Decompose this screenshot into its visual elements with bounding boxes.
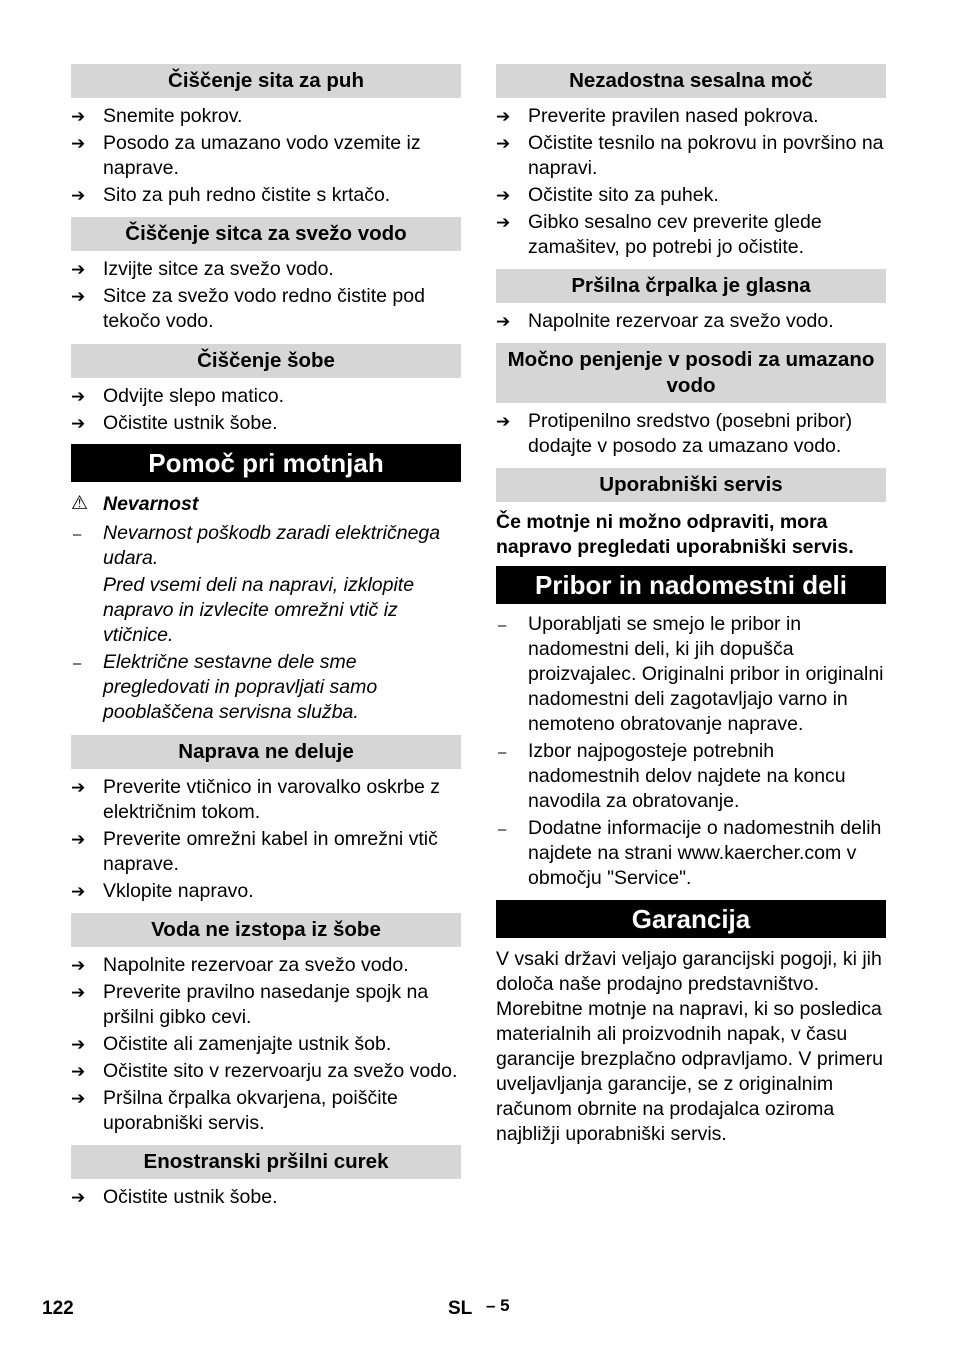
section-heading: Uporabniški servis (496, 468, 886, 502)
list-item: ➔ Vklopite napravo. (71, 879, 461, 904)
list-item: ➔ Očistite tesnilo na pokrovu in površino na napravi. (496, 131, 886, 181)
arrow-icon (71, 411, 95, 437)
section-heading: Voda ne izstopa iz šobe (71, 913, 461, 947)
list-item: ➔ Preverite pravilno nasedanje spojk na pršilni gibko cevi. (71, 980, 461, 1030)
arrow-icon (71, 131, 95, 157)
list-item: – Električne sestavne dele sme pregledovati in popravljati samo pooblaščena servisna služba. (71, 650, 461, 725)
section-heading: Čiščenje šobe (71, 344, 461, 378)
list-item: ➔ Očistite ali zamenjajte ustnik šob. (71, 1032, 461, 1057)
arrow-icon (496, 104, 520, 130)
list-item: ➔ Sito za puh redno čistite s krtačo. (71, 183, 461, 208)
arrow-icon (496, 183, 520, 209)
dash-bullet (496, 612, 520, 638)
list-item: – Dodatne informacije o nadomestnih delih najdete na strani www.kaercher.com v območju "Service". (496, 816, 886, 891)
section-heading: Čiščenje sita za puh (71, 64, 461, 98)
section-heading: Čiščenje sitca za svežo vodo (71, 217, 461, 251)
arrow-icon (496, 131, 520, 157)
list-item: ➔ Protipenilno sredstvo (posebni pribor) dodajte v posodo za umazano vodo. (496, 409, 886, 459)
list-item: ➔ Gibko sesalno cev preverite glede zamašitev, po potrebi jo očistite. (496, 210, 886, 260)
section-heading: Enostranski pršilni curek (71, 1145, 461, 1179)
section-heading: Pršilna črpalka je glasna (496, 269, 886, 303)
arrow-icon (496, 309, 520, 335)
list-item: ➔ Preverite vtičnico in varovalko oskrbe z električnim tokom. (71, 775, 461, 825)
warning-triangle-icon: ⚠ (71, 492, 89, 514)
list-item: – Izbor najpogosteje potrebnih nadomestnih delov najdete na koncu navodila za obratovanje. (496, 739, 886, 814)
page-number: 122 (42, 1298, 74, 1319)
arrow-icon (71, 384, 95, 410)
chapter-heading: Pribor in nadomestni deli (496, 566, 886, 604)
dash-bullet (496, 739, 520, 765)
warning-heading: ⚠ Nevarnost (71, 492, 199, 515)
list-item: ➔ Preverite omrežni kabel in omrežni vtič naprave. (71, 827, 461, 877)
chapter-heading: Garancija (496, 900, 886, 938)
list-item: ➔ Posodo za umazano vodo vzemite iz napravе. (71, 131, 461, 181)
arrow-icon (71, 775, 95, 801)
left-column (71, 64, 461, 1210)
list-item: ➔ Napolnite rezervoar za svežo vodo. (71, 953, 461, 978)
section-heading: Močno penjenje v posodi za umazano vodo (496, 343, 886, 403)
dash-bullet (71, 650, 95, 676)
arrow-icon (71, 284, 95, 310)
list-item: ➔ Snemite pokrov. (71, 104, 461, 129)
arrow-icon (71, 980, 95, 1006)
language-code: SL (448, 1298, 473, 1319)
arrow-icon (71, 827, 95, 853)
arrow-icon (71, 183, 95, 209)
section-heading: Naprava ne deluje (71, 735, 461, 769)
dash-bullet (496, 816, 520, 842)
list-item: ➔ Očistite sito v rezervoarju za svežo vodo. (71, 1059, 461, 1084)
warranty-text: V vsaki državi veljajo garancijski pogoji, ki jih določa naše prodajno predstavništvo. Morebitne motnje na napravi, ki so posledica materialnih ali proizvodnih napak, v času garancije brezplačno odpravljamo. V primeru uveljavljanja garancije, se z originalnim računom obrnite na prodajalca oziroma najbližji uporabniški servis. (496, 948, 883, 1145)
list-item: – Nevarnost poškodb zaradi električnega udara. (71, 521, 461, 571)
list-item: – Uporabljati se smejo le pribor in nadomestni deli, ki jih dopušča proizvajalec. Originalni pribor in originalni nadomestni deli zagotavljajo varno in nemoteno obratovanje naprave. (496, 612, 886, 737)
arrow-icon (496, 210, 520, 236)
list-item: ➔ Izvijte sitce za svežo vodo. (71, 257, 461, 282)
arrow-icon (71, 1059, 95, 1085)
dash-bullet (71, 521, 95, 547)
list-item: ➔ Napolnite rezervoar za svežo vodo. (496, 309, 886, 334)
arrow-icon (71, 1185, 95, 1211)
list-item: ➔ Očistite ustnik šobe. (71, 1185, 461, 1210)
arrow-icon (71, 1086, 95, 1112)
service-notice: Če motnje ni možno odpraviti, mora napravo pregledati uporabniški servis. (496, 511, 854, 558)
chapter-heading: Pomoč pri motnjah (71, 444, 461, 482)
list-item: ➔ Očistite ustnik šobe. (71, 411, 461, 436)
arrow-icon (71, 879, 95, 905)
list-item: ➔ Očistite sito za puhek. (496, 183, 886, 208)
list-item: ➔ Sitce za svežo vodo redno čistite pod tekočo vodo. (71, 284, 461, 334)
list-item: ➔ Odvijte slepo matico. (71, 384, 461, 409)
arrow-icon (71, 104, 95, 130)
arrow-icon (71, 953, 95, 979)
section-heading: Nezadostna sesalna moč (496, 64, 886, 98)
warning-text: Pred vsemi deli na napravi, izklopite napravo in izvlecite omrežni vtič iz vtičnice. (103, 574, 415, 646)
section-page-number: – 5 (486, 1296, 510, 1315)
arrow-icon (71, 257, 95, 283)
list-item: ➔ Pršilna črpalka okvarjena, poiščite uporabniški servis. (71, 1086, 461, 1136)
arrow-icon (71, 1032, 95, 1058)
list-item: ➔ Preverite pravilen nased pokrova. (496, 104, 886, 129)
right-column (496, 64, 886, 1147)
arrow-icon (496, 409, 520, 435)
